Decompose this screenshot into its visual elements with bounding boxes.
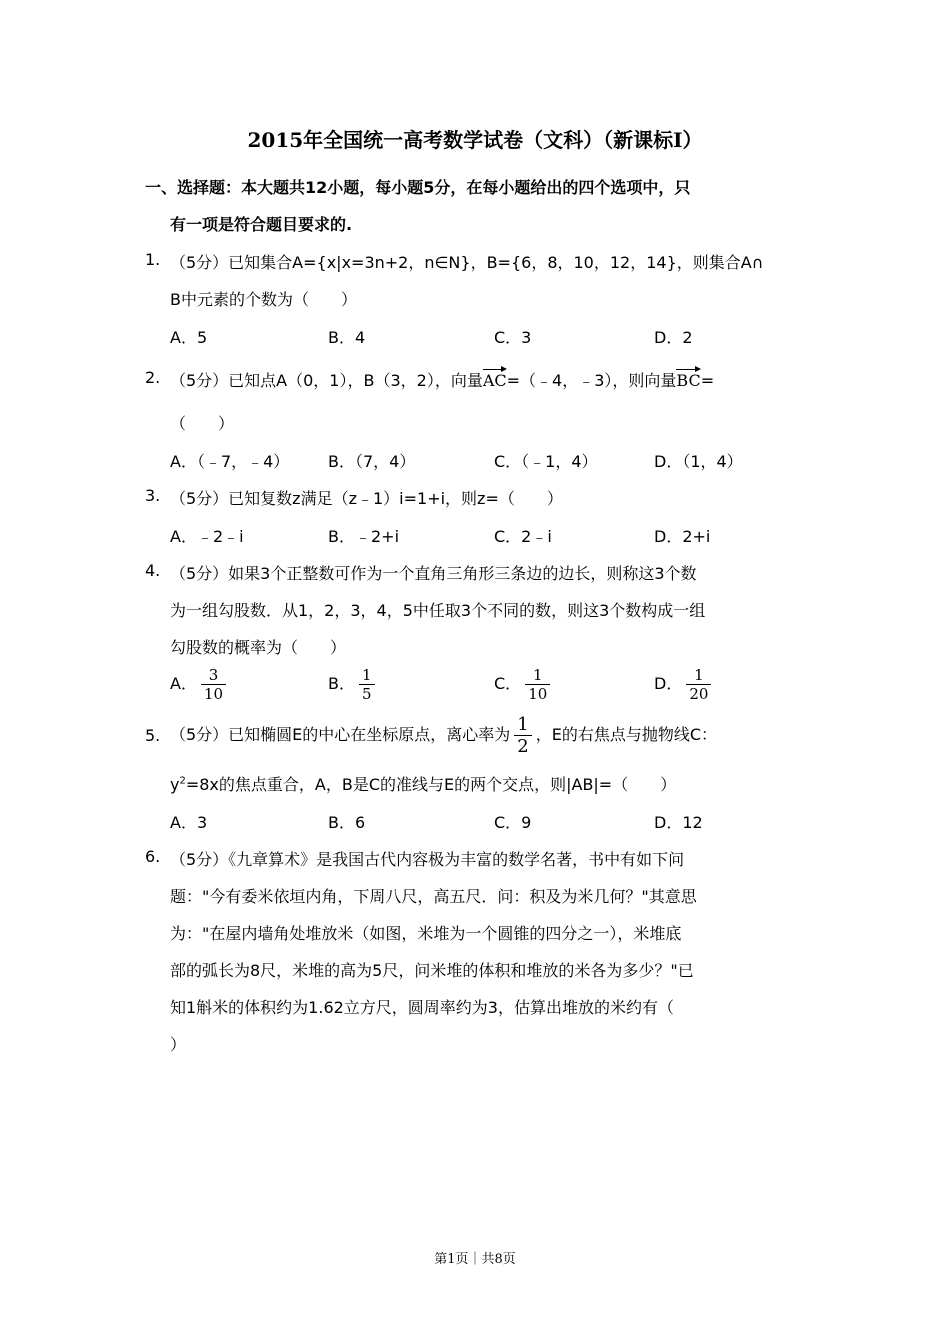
question-1-option-d: D．2 [654,328,693,347]
fraction [525,666,550,703]
question-5-option-d: D．12 [654,813,703,832]
fraction-denominator: 5 [359,684,375,703]
question-4-option-d [654,666,715,703]
fraction-numerator: 1 [532,666,543,684]
question-6-line-5: 知1斛米的体积约为1.62立方尺，圆周率约为3，估算出堆放的米约有（ [170,998,674,1017]
question-4-option-d-label: D． [654,674,683,693]
question-4-option-b-label: B． [328,674,355,693]
question-4-number: 4. [145,561,161,580]
question-6-line-6: ） [170,1035,187,1054]
question-4-option-a [170,666,230,703]
question-5-line-2 [170,772,676,795]
question-5-line-2-text: =8x的焦点重合，A，B是C的准线与E的两个交点，则|AB|=（ ） [185,775,677,794]
vector-bc: BC [676,371,701,390]
question-4-option-b [328,666,379,703]
question-1-line-1: （5分）已知集合A={x|x=3n+2，n∈N}，B={6，8，10，12，14}，则集合A∩ [170,253,764,272]
question-5-text-pre: （5分）已知椭圆E的中心在坐标原点，离心率为 [170,725,511,744]
question-2-text-pre: （5分）已知点A（0，1），B（3，2），向量 [170,371,483,390]
eccentricity-fraction [514,714,531,757]
page-footer: 第1页｜共8页 [434,1252,516,1267]
question-6-line-4: 部的弧长为8尺，米堆的高为5尺，问米堆的体积和堆放的米各为多少？"已 [170,961,694,980]
fraction-denominator: 10 [201,684,226,703]
fraction [686,666,711,703]
question-4-line-3: 勾股数的概率为（ ） [170,638,347,657]
section-heading-line-1: 一、选择题：本大题共12小题，每小题5分，在每小题给出的四个选项中，只 [145,178,691,197]
question-1-option-c: C．3 [494,328,532,347]
question-5-option-a: A．3 [170,813,208,832]
fraction-denominator: 10 [525,684,550,703]
question-3-option-c: C．2﹣i [494,527,552,546]
question-2-option-d: D．（1，4） [654,452,743,471]
fraction-numerator: 1 [517,714,529,735]
fraction-denominator: 20 [686,684,711,703]
question-3-option-d: D．2+i [654,527,711,546]
question-4-line-2: 为一组勾股数．从1，2，3，4，5中任取3个不同的数，则这3个数构成一组 [170,601,706,620]
question-3-option-a: A．﹣2﹣i [170,527,244,546]
exponent: 2 [179,775,186,787]
fraction-numerator: 3 [208,666,219,684]
section-heading-line-2: 有一项是符合题目要求的. [170,215,353,234]
question-6-line-1: （5分）《九章算术》是我国古代内容极为丰富的数学名著，书中有如下问 [170,850,685,869]
question-6-number: 6. [145,847,161,866]
question-3-line-1: （5分）已知复数z满足（z﹣1）i=1+i，则z=（ ） [170,489,563,508]
question-5-number: 5. [145,726,161,745]
question-3-number: 3. [145,486,161,505]
question-6-line-3: 为："在屋内墙角处堆放米（如图，米堆为一个圆锥的四分之一），米堆底 [170,924,682,943]
question-5-y: y [170,775,180,794]
fraction-numerator: 1 [694,666,704,684]
question-2-text-post: = [700,371,715,390]
question-3-option-b: B．﹣2+i [328,527,400,546]
question-2-text-mid: =（﹣4，﹣3），则向量 [506,371,677,390]
question-1-number: 1. [145,250,161,269]
question-5-option-c: C．9 [494,813,532,832]
question-2-option-a: A．（﹣7，﹣4） [170,452,290,471]
fraction-numerator: 1 [361,666,372,684]
question-2-line-2: （ ） [170,414,235,433]
vector-ac: AC [482,371,507,390]
question-2-option-b: B．（7，4） [328,452,416,471]
fraction [359,666,375,703]
question-1-option-a: A．5 [170,328,208,347]
question-4-line-1: （5分）如果3个正整数可作为一个直角三角形三条边的边长，则称这3个数 [170,564,697,583]
question-2-line-1 [170,368,714,391]
question-5-text-post: ，E的右焦点与抛物线C： [535,725,718,744]
question-5-line-1 [170,714,717,757]
question-1-option-b: B．4 [328,328,366,347]
question-2-number: 2. [145,368,161,387]
page-title: 2015年全国统一高考数学试卷（文科）（新课标Ⅰ） [247,128,703,152]
question-4-option-c-label: C． [494,674,522,693]
question-1-line-2: B中元素的个数为（ ） [170,290,357,309]
question-2-option-c: C．（﹣1，4） [494,452,598,471]
question-4-option-c [494,666,554,703]
question-4-option-a-label: A． [170,674,197,693]
fraction-denominator: 2 [514,735,531,757]
question-5-option-b: B．6 [328,813,366,832]
question-6-line-2: 题："今有委米依垣内角，下周八尺，高五尺．问：积及为米几何？"其意思 [170,887,697,906]
fraction [201,666,226,703]
